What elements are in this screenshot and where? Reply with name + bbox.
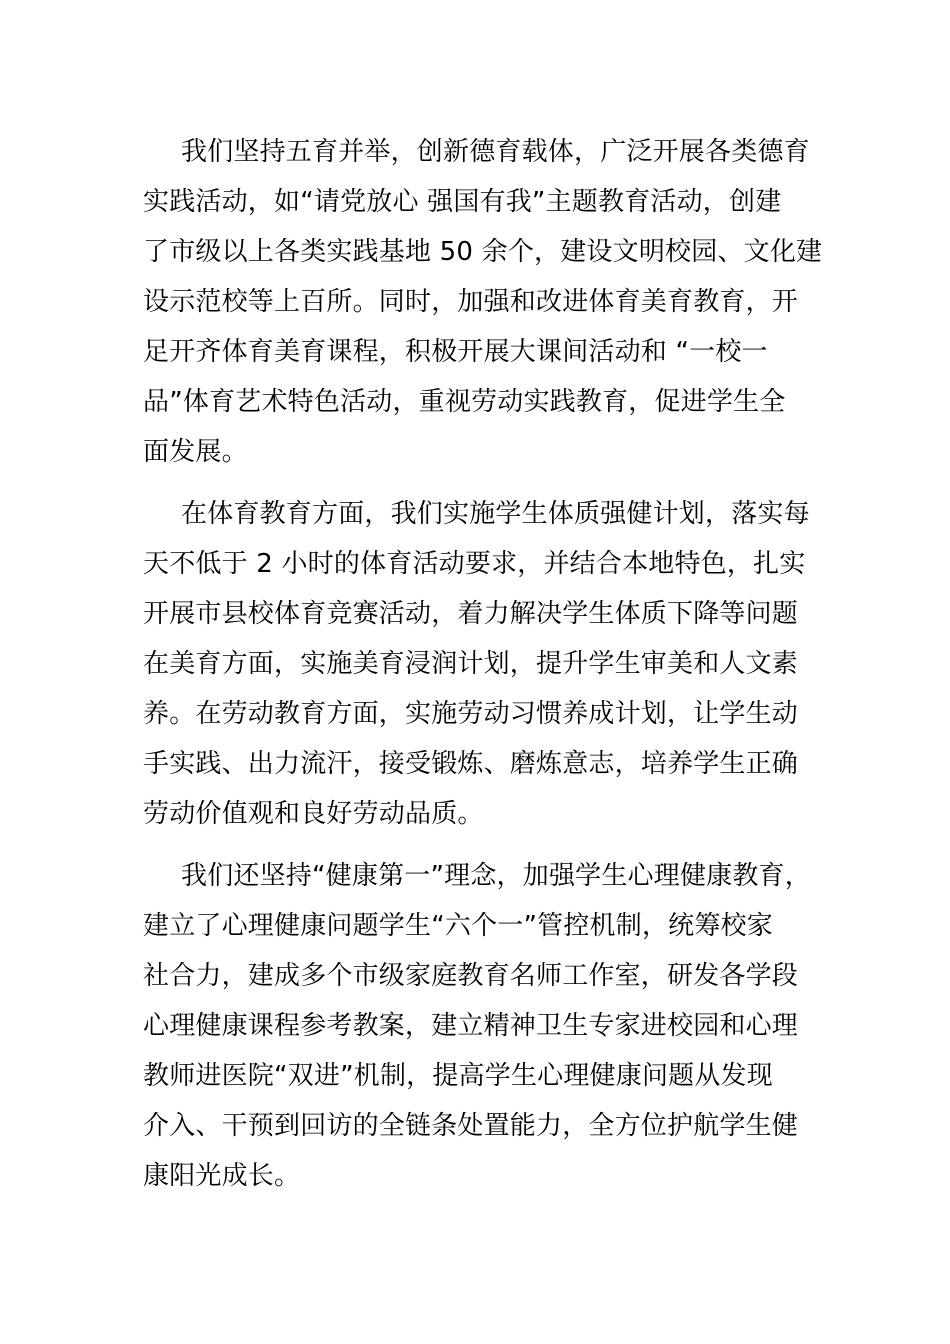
- paragraph-sports-arts-labor: [143, 489, 823, 839]
- paragraph-five-education: [143, 127, 823, 477]
- paragraph-line: 品”体育艺术特色活动，重视劳动实践教育，促进学生全: [143, 387, 786, 417]
- paragraph-line: 手实践、出力流汗，接受锻炼、磨炼意志，培养学生正确: [143, 749, 799, 779]
- paragraph-line: 劳动价值观和良好劳动品质。: [143, 799, 484, 829]
- paragraph-line: 开展市县校体育竞赛活动，着力解决学生体质下降等问题: [143, 599, 799, 629]
- paragraph-line: 设示范校等上百所。同时，加强和改进体育美育教育，开: [143, 287, 799, 317]
- paragraph-line: 面发展。: [143, 437, 248, 467]
- paragraph-spacing: [143, 839, 823, 851]
- paragraph-line: 养。在劳动教育方面，实施劳动习惯养成计划，让学生动: [143, 699, 799, 729]
- paragraph-line: 我们坚持五育并举，创新德育载体，广泛开展各类德育: [181, 137, 810, 167]
- paragraph-line: 教师进医院“双进”机制，提高学生心理健康问题从发现: [143, 1061, 773, 1091]
- paragraph-line: 心理健康课程参考教案，建立精神卫生专家进校园和心理: [143, 1011, 799, 1041]
- paragraph-line: 实践活动，如“请党放心 强国有我”主题教育活动，创建: [143, 187, 782, 217]
- document-body: [143, 127, 823, 1201]
- paragraph-line: 足开齐体育美育课程，积极开展大课间活动和 “一校一: [143, 337, 768, 367]
- paragraph-line: 建立了心理健康问题学生“六个一”管控机制，统筹校家: [143, 911, 773, 941]
- paragraph-mental-health: [143, 851, 823, 1201]
- paragraph-line: 在体育教育方面，我们实施学生体质强健计划，落实每: [181, 499, 810, 529]
- paragraph-spacing: [143, 477, 823, 489]
- paragraph-line: 我们还坚持“健康第一”理念，加强学生心理健康教育，: [181, 861, 811, 891]
- paragraph-line: 天不低于 2 小时的体育活动要求，并结合本地特色，扎实: [143, 549, 806, 579]
- paragraph-line: 介入、干预到回访的全链条处置能力，全方位护航学生健: [143, 1111, 799, 1141]
- paragraph-line: 康阳光成长。: [143, 1161, 301, 1191]
- paragraph-line: 社合力，建成多个市级家庭教育名师工作室，研发各学段: [143, 961, 799, 991]
- paragraph-line: 在美育方面，实施美育浸润计划，提升学生审美和人文素: [143, 649, 799, 679]
- paragraph-line: 了市级以上各类实践基地 50 余个，建设文明校园、文化建: [143, 237, 823, 267]
